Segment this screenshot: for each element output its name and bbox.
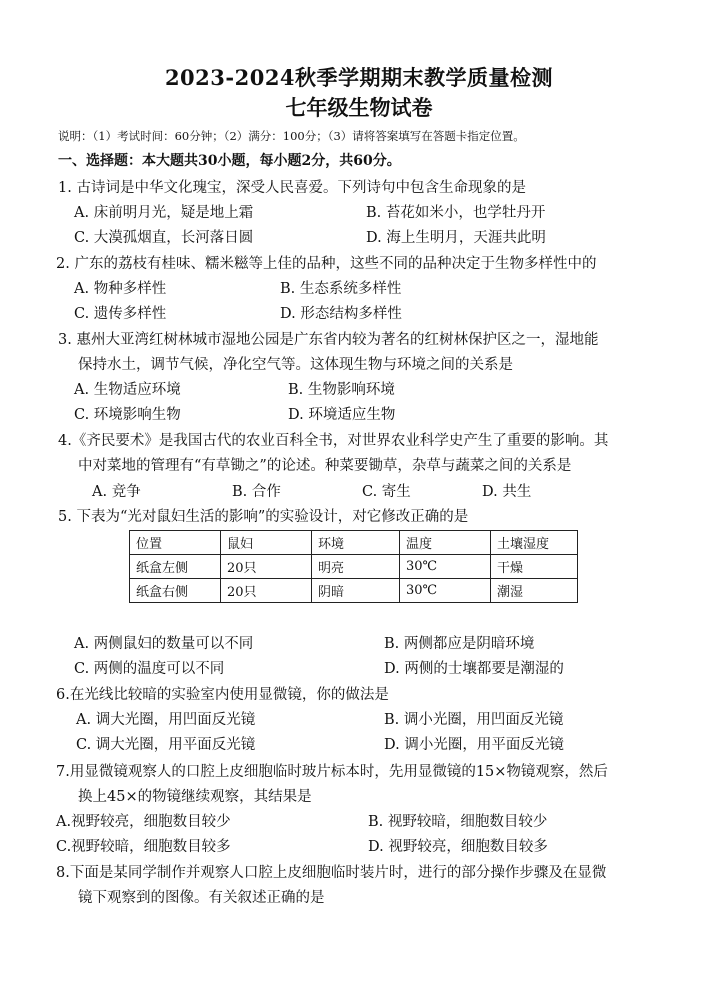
table-cell: 纸盒右侧 — [130, 579, 221, 603]
table-cell: 20只 — [221, 555, 312, 579]
question-6-stem: 6.在光线比较暗的实验室内使用显微镜，你的做法是 — [56, 687, 389, 703]
question-1-option-c: C. 大漠孤烟直，长河落日圆 — [74, 230, 254, 246]
question-1-stem: 1. 古诗词是中华文化瑰宝，深受人民喜爱。下列诗句中包含生命现象的是 — [58, 180, 526, 196]
question-6-option-d: D. 调小光圈，用平面反光镜 — [384, 737, 564, 753]
question-7-option-a: A.视野较亮，细胞数目较少 — [56, 814, 231, 830]
question-7-option-d: D. 视野较亮，细胞数目较多 — [368, 839, 548, 855]
exam-subtitle: 七年级生物试卷 — [285, 95, 433, 120]
section-heading: 一、选择题：本大题共30小题，每小题2分，共60分。 — [58, 153, 401, 169]
question-7-stem-line-2: 换上45×的物镜继续观察，其结果是 — [78, 789, 312, 805]
table-row — [130, 555, 578, 579]
question-2-option-a: A. 物种多样性 — [74, 281, 167, 297]
question-1-option-d: D. 海上生明月，天涯共此明 — [366, 230, 546, 246]
question-5-option-b: B. 两侧都应是阴暗环境 — [384, 636, 535, 652]
question-3-stem-line-1: 3. 惠州大亚湾红树林城市湿地公园是广东省内较为著名的红树林保护区之一，湿地能 — [58, 332, 599, 348]
question-6-option-c: C. 调大光圈，用平面反光镜 — [76, 737, 256, 753]
exam-title: 2023-2024秋季学期期末教学质量检测 — [164, 65, 554, 90]
question-8-stem-line-2: 镜下观察到的图像。有关叙述正确的是 — [78, 890, 325, 906]
question-2-option-d: D. 形态结构多样性 — [280, 306, 402, 322]
question-7-option-c: C.视野较暗，细胞数目较多 — [56, 839, 231, 855]
question-3-option-b: B. 生物影响环境 — [288, 382, 395, 398]
question-3-option-c: C. 环境影响生物 — [74, 407, 181, 423]
table-cell: 30℃ — [400, 555, 491, 579]
question-2-option-b: B. 生态系统多样性 — [280, 281, 402, 297]
question-4-option-d: D. 共生 — [482, 484, 532, 500]
question-7-option-b: B. 视野较暗，细胞数目较少 — [368, 814, 548, 830]
experiment-table — [129, 530, 578, 603]
table-header-cell: 位置 — [130, 531, 221, 555]
exam-instructions: 说明：（1）考试时间：60分钟；（2）满分：100分；（3）请将答案填写在答题卡指定位置。 — [58, 129, 525, 143]
table-header-cell: 温度 — [400, 531, 491, 555]
question-3-option-d: D. 环境适应生物 — [288, 407, 396, 423]
table-cell: 30℃ — [400, 579, 491, 603]
question-8-stem-line-1: 8.下面是某同学制作并观察人口腔上皮细胞临时装片时，进行的部分操作步骤及在显微 — [56, 865, 607, 881]
table-row — [130, 579, 578, 603]
table-header-cell: 土壤湿度 — [491, 531, 578, 555]
question-5-option-d: D. 两侧的士壤都要是潮湿的 — [384, 661, 564, 677]
question-2-stem: 2. 广东的荔枝有桂味、糯米糍等上佳的品种，这些不同的品种决定于生物多样性中的 — [56, 256, 597, 272]
table-header-row — [130, 531, 578, 555]
table-cell: 阴暗 — [312, 579, 400, 603]
question-1-option-a: A. 床前明月光，疑是地上霜 — [74, 205, 254, 221]
table-cell: 纸盒左侧 — [130, 555, 221, 579]
question-4-stem-line-2: 中对菜地的管理有“有草锄之”的论述。种菜要锄草，杂草与蔬菜之间的关系是 — [78, 458, 572, 474]
question-1-option-b: B. 苔花如米小，也学牡丹开 — [366, 205, 546, 221]
table-cell: 明亮 — [312, 555, 400, 579]
question-3-stem-line-2: 保持水土，调节气候，净化空气等。这体现生物与环境之间的关系是 — [78, 357, 513, 373]
table-cell: 20只 — [221, 579, 312, 603]
question-5-option-a: A. 两侧鼠妇的数量可以不同 — [74, 636, 254, 652]
question-5-stem: 5. 下表为“光对鼠妇生活的影响”的实验设计，对它修改正确的是 — [58, 509, 469, 525]
question-4-stem-line-1: 4.《齐民要术》是我国古代的农业百科全书，对世界农业科学史产生了重要的影响。其 — [58, 433, 609, 449]
question-4-option-b: B. 合作 — [232, 484, 281, 500]
question-6-option-a: A. 调大光圈，用凹面反光镜 — [76, 712, 256, 728]
question-6-option-b: B. 调小光圈，用凹面反光镜 — [384, 712, 564, 728]
table-cell: 干燥 — [491, 555, 578, 579]
table-header-cell: 环境 — [312, 531, 400, 555]
table-header-cell: 鼠妇 — [221, 531, 312, 555]
table-cell: 潮湿 — [491, 579, 578, 603]
question-7-stem-line-1: 7.用显微镜观察人的口腔上皮细胞临时玻片标本时，先用显微镜的15×物镜观察，然后 — [56, 764, 608, 780]
question-4-option-a: A. 竞争 — [92, 484, 141, 500]
question-5-option-c: C. 两侧的温度可以不同 — [74, 661, 225, 677]
question-2-option-c: C. 遗传多样性 — [74, 306, 167, 322]
question-3-option-a: A. 生物适应环境 — [74, 382, 181, 398]
question-4-option-c: C. 寄生 — [362, 484, 411, 500]
